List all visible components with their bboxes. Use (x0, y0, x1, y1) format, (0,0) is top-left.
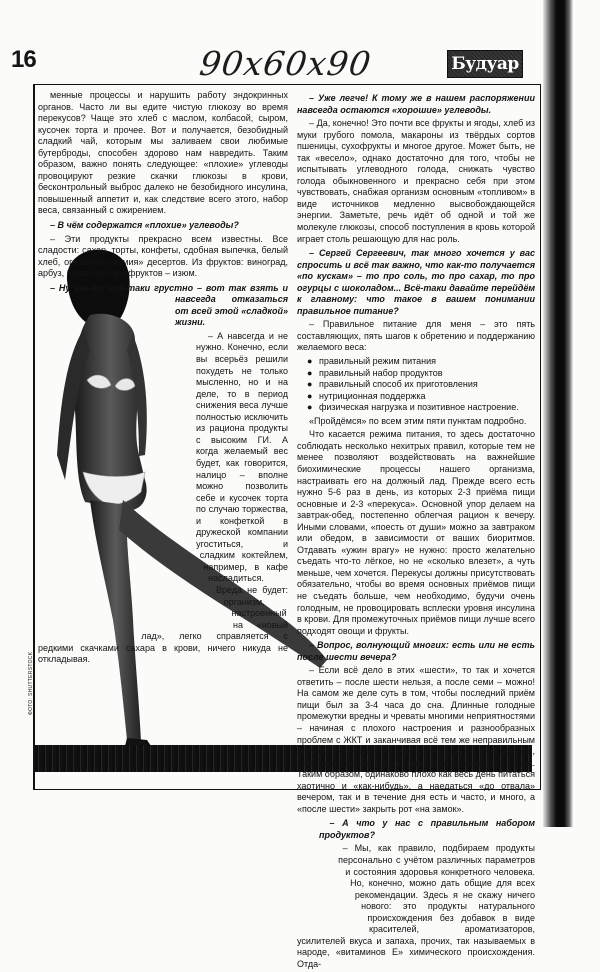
interview-question: – Уже легче! К тому же в нашем распоряжении навсегда остаются «хорошие» углеводы. (297, 93, 535, 115)
list-item-text: правильный способ их приготовления (319, 379, 478, 390)
list-item (307, 402, 535, 414)
paragraph: – Эти продукты прекрасно всем известны. Все сладости: сахар, торты, конфеты, сдобная выпечка, белый хлеб, огромная «армия» десертов. Из фруктов: виноград, арбуз, банан. Из сухофруктов – изюм. (38, 233, 288, 279)
list-item-text: нутриционная поддержка (319, 390, 426, 401)
list-item (307, 356, 535, 368)
bullet-icon: ● (307, 402, 313, 413)
list-item-text: физическая нагрузка и позитивное настроение. (319, 402, 519, 413)
interview-question: – А что у нас с правильным набором продуктов? (319, 818, 535, 840)
paragraph: – Правильное питание для меня – это пять составляющих, пять шагов к обретению и поддержанию желаемого веса: (297, 319, 535, 353)
bullet-icon: ● (307, 379, 313, 390)
section-title: 90x60x90 (197, 44, 374, 83)
paragraph: – Мы, как правило, подбираем продукты персонально с учётом различных параметров и состояния здоровья конкретного человека. Но, конечно, можно дать общие для всех рекомендации. Здесь я не скажу ничего нового: это продукты натурального происхождения без добавок в виде красителей, ароматизаторов, усилителей вкуса и запаха, прочих, так называемых в народе, «витаминов Е» химического происхождения. Отда- (297, 843, 535, 969)
bullet-icon: ● (307, 367, 313, 378)
interview-question: – В чём содержатся «плохие» углеводы? (50, 220, 239, 231)
interview-question: – Вопрос, волнующий многих: есть или не есть после шести вечера? (297, 640, 535, 662)
photo-credit: ФОТО: SHUTTERSTOCK (28, 651, 34, 715)
paragraph: «Пройдёмся» по всем этим пяти пунктам подробно. (309, 415, 527, 426)
interview-question: – Сергей Сергеевич, так много хочется у вас спросить и всё так важно, что как-то получается «по кускам» – то про соль, то про сахар, то про огурцы с шоколадом... Всё-таки давайте перейдём к главному: что такое в вашем понимании правильное питание? (297, 248, 535, 316)
paragraph: Что касается режима питания, то здесь достаточно соблюдать несколько нехитрых правил, которые тем не менее позволяют воздействовать на важнейшие биохимические процессы нашего организма, настраивать его на должный лад. Прежде всего есть нужно 5-6 раз в день, из которых 2-3 приёма пищи основные и 2-3 «перекуса». Основной упор делаем на завтрак-обед, постепенно облегчая рацион к вечеру. Иными словами, «поесть от души» можно за завтраком или обедом, в зависимости от ваших биоритмов. Отдавать «ужин врагу» не нужно: просто желательно съедать что-то лёгкое, но не «сколько влезет», а чуть меньше, чем хочется. Перекусы должны присутствовать обязательно, чтобы во время основных приёмов пищи не съедать больше, чем необходимо, будучи очень голодным, не провоцировать всплески уровня инсулина в крови. Для промежуточных приёмов пищи лучше всего подходят овощи и фрукты. (297, 429, 535, 636)
bullet-icon: ● (307, 390, 313, 401)
nutrition-steps-list (297, 356, 535, 414)
logo-text: Будуар (451, 54, 519, 74)
interview-question: – Ну как-то всё-таки грустно – вот так взять и навсегда отказаться от всей этой «сладкой» жизни. (50, 282, 288, 328)
list-item-text: правильный режим питания (319, 356, 437, 367)
list-item-text: правильный набор продуктов (319, 367, 443, 378)
list-item (307, 391, 535, 403)
bullet-icon: ● (307, 356, 313, 367)
right-column (297, 90, 535, 972)
paragraph: – А навсегда и не нужно. Конечно, если вы всерьёз решили похудеть не только мысленно, но и на деле, то в период снижения веса лучше полностью исключить из рациона продукты с высоким ГИ. А когда желаемый вес будет, как говорится, налицо – вполне можно позволить себе и кусочек торта по случаю торжества, и конфеткой в дружеской компании угоститься, и сладким коктейлем, например, в кафе насладиться. Вреда не будет: организм, настроенный на «новый лад», легко справляется с редкими скачками сахара в крови, ничего никуда не откладывая. (38, 330, 288, 665)
paragraph: – Если всё дело в этих «шести», то так и хочется ответить – после шести нельзя, а после семи – можно! На самом же деле суть в том, чтобы последний приём пищи был за 3-4 часа до сна. Длинные голодные промежутки вредны и чреваты многими неприятностями – начиная с плохого настроения и разнообразных проблем с ЖКТ и заканчивая всё тем же неправильным ритмом выделения инсулина. Но, как мы уже сказали, чем ближе время ужина, тем легче должна быть пища. Таким образом, одинаково плохо как весь день питаться хаотично и «как-нибудь», а наедаться «до отвала» вечером, так и в течение дня есть и часто, и много, а «после шести» закрыть рот «на замок». (297, 665, 535, 814)
paragraph: менные процессы и нарушить работу эндокринных органов. Часто ли вы едите чистую глюкозу во время перекусов? Чаще это хлеб с маслом, колбасой, сыром, кусочек торта и прочее. Вот и получается, безобидный сладкий чай, которым мы заливаем свои любимые бутерброды, способен здорово нам навредить. Таким образом, важно понять следующее: «плохие» углеводы провоцируют резкие скачки глюкозы в крови, бесконтрольный выброс далеко не безобидного инсулина, повышенный аппетит и, как следствие всего этого, набор веса, связанный с ожирением. (38, 90, 288, 216)
list-item (307, 379, 535, 391)
page-number: 16 (11, 46, 36, 73)
scan-edge-shadow (543, 0, 573, 827)
left-column (38, 90, 288, 668)
magazine-logo (447, 50, 523, 78)
paragraph: – Да, конечно! Это почти все фрукты и ягоды, хлеб из муки грубого помола, макароны из твёрдых сортов пшеницы, сухофрукты и многое другое. Может быть, не так «весело», однако достаточно для того, чтобы не испытывать углеводного голода, снижать чувство голода обыкновенного и прекрасно себя при этом чувствовать, снабжая организм основным «топливом» в виде источников медленно высвобождающейся энергии. Заметьте, речь идёт об одной и той же молекуле глюкозы, способ поступления в кровь которой играет столь решающую для нас роль. (297, 118, 535, 244)
list-item (307, 368, 535, 380)
